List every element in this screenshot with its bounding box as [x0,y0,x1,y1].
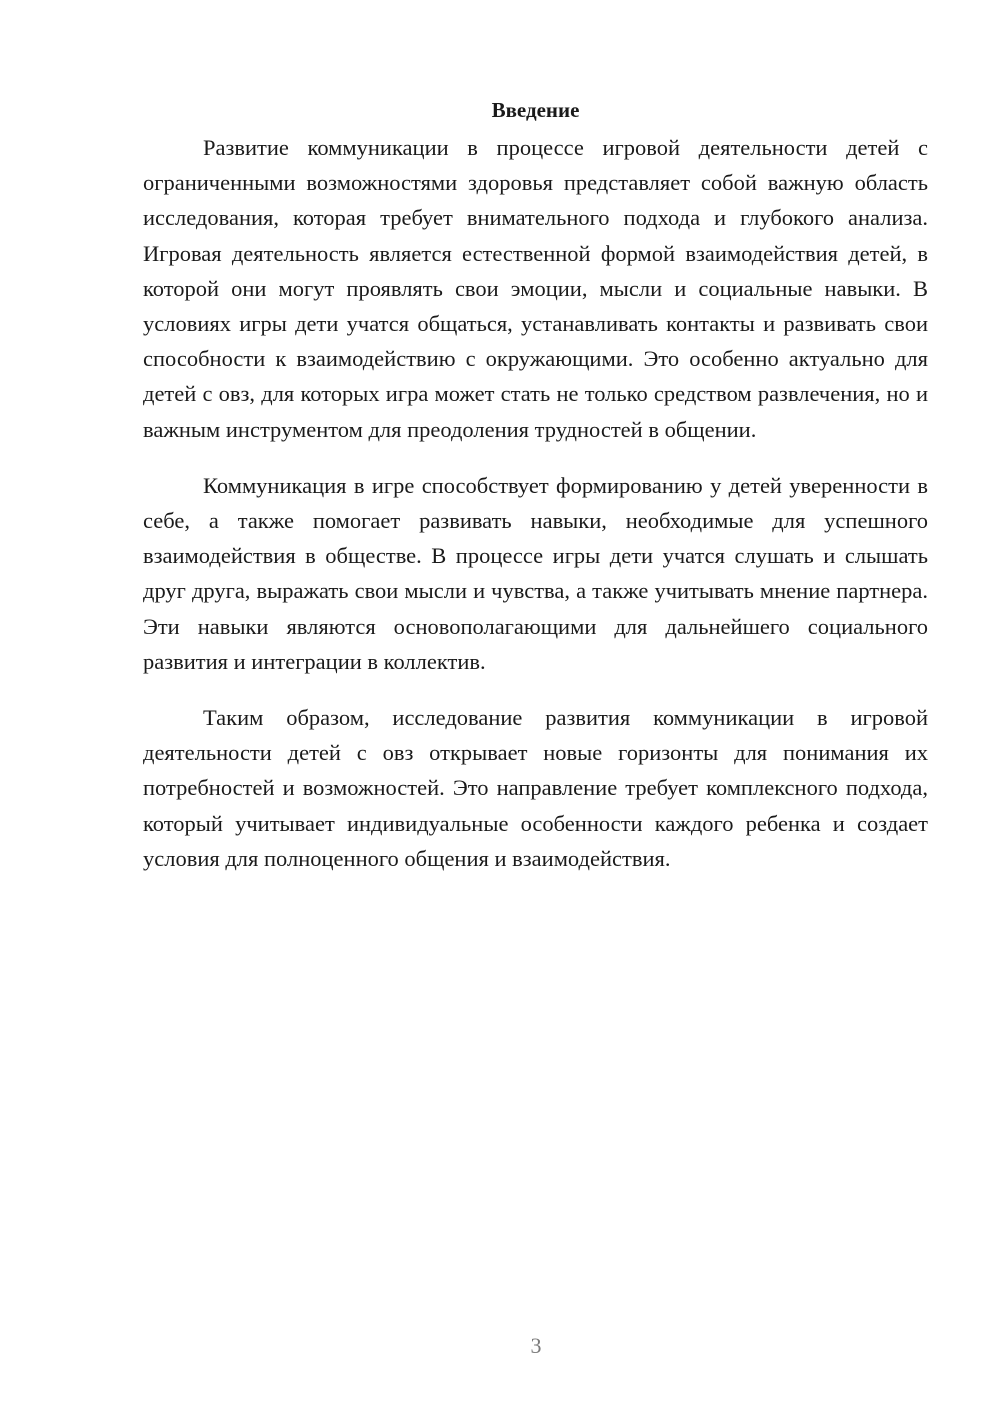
section-heading: Введение [491,98,580,122]
page-content [143,92,928,897]
paragraph-3: Таким образом, исследование развития коммуникации в игровой деятельности детей с овз открывает новые горизонты для понимания их потребностей и возможностей. Это направление требует комплексного подхода, который учитывает индивидуальные особенности каждого ребенка и создает условия для полноценного общения и взаимодействия. [143,705,928,871]
page-number: 3 [530,1333,542,1358]
paragraph-1: Развитие коммуникации в процессе игровой деятельности детей с ограниченными возможностями здоровья представляет собой важную область исследования, которая требует внимательного подхода и глубокого анализа. Игровая деятельность является естественной формой взаимодействия детей, в которой они могут проявлять свои эмоции, мысли и социальные навыки. В условиях игры дети учатся общаться, устанавливать контакты и развивать свои способности к взаимодействию с окружающими. Это особенно актуально для детей с овз, для которых игра может стать не только средством развлечения, но и важным инструментом для преодоления трудностей в общении. [143,135,928,442]
paragraph-2: Коммуникация в игре способствует формированию у детей уверенности в себе, а также помогает развивать навыки, необходимые для успешного взаимодействия в обществе. В процессе игры дети учатся слушать и слышать друг друга, выражать свои мысли и чувства, а также учитывать мнение партнера. Эти навыки являются основополагающими для дальнейшего социального развития и интеграции в коллектив. [143,472,928,674]
